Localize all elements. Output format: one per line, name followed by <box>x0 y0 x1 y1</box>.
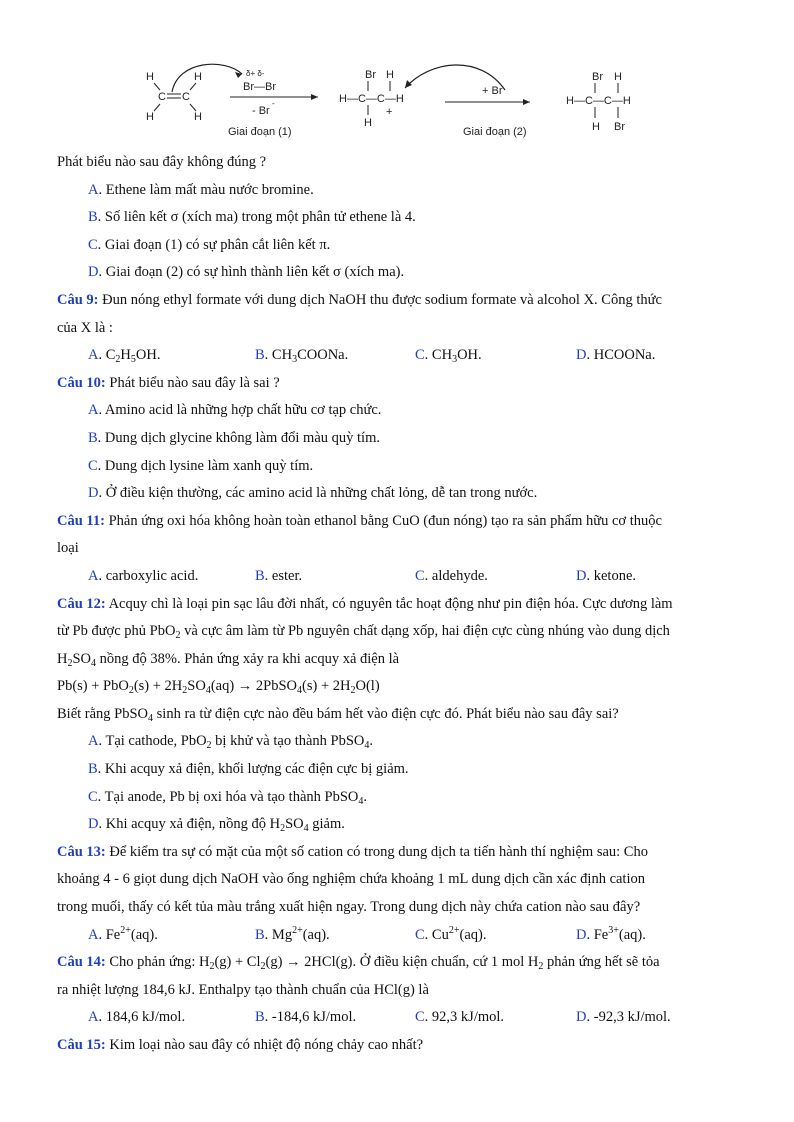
q10-label: Câu 10: <box>57 375 106 391</box>
plus-br: + Br <box>482 85 503 97</box>
carbocation-chain: H—C—C—H <box>339 93 404 105</box>
stage-1-label: Giai đoạn (1) <box>228 126 292 138</box>
ethene-h2: H <box>194 71 202 83</box>
q14-option-b[interactable]: B. -184,6 kJ/mol. <box>255 1009 357 1025</box>
q14-stem-line2: ra nhiệt lượng 184,6 kJ. Enthalpy tạo thành chuẩn của HCl(g) là <box>57 982 429 998</box>
q14-option-c[interactable]: C. 92,3 kJ/mol. <box>415 1009 505 1025</box>
q13-option-c[interactable]: C. $Cu^{2+}(aq)$. <box>415 925 487 943</box>
ethene-h4: H <box>194 111 202 123</box>
ethene-c1: C <box>158 91 166 103</box>
q9-option-c[interactable]: C. $CH_3OH$. <box>415 347 482 365</box>
q13-option-d[interactable]: D. $Fe^{3+}(aq)$. <box>576 925 646 943</box>
product-h-bottom: H <box>592 121 600 133</box>
q15-stem: Câu 15: Kim loại nào sau đây có nhiệt độ nóng chảy cao nhất? <box>57 1037 424 1053</box>
q12-stem-line4: Biết rằng PbSO$_4$ sinh ra từ điện cực nào đều bám hết vào điện cực đó. Phát biểu nào sau đây sai? <box>57 706 619 724</box>
q9-option-b[interactable]: B. $CH_3COONa$. <box>255 347 349 365</box>
q9-option-a[interactable]: A. $C_2H_5OH$. <box>88 347 161 365</box>
q9-label: Câu 9: <box>57 292 99 308</box>
q12-label: Câu 12: <box>57 596 106 612</box>
q12-option-a[interactable]: A. Tại cathode, PbO$_2$ bị khử và tạo thành PbSO$_4$. <box>88 733 374 751</box>
q14-option-d[interactable]: D. -92,3 kJ/mol. <box>576 1009 671 1025</box>
q12-stem-line2: từ Pb được phủ PbO$_2$ và cực âm làm từ Pb nguyên chất dạng xốp, hai điện cực cùng nhúng vào dung dịch <box>57 623 670 641</box>
q12-stem-line3: $H_2SO_4$ nồng độ 38%. Phản ứng xảy ra khi acquy xả điện là <box>57 651 400 669</box>
product-h-top: H <box>614 71 622 83</box>
q14-stem: Câu 14: Cho phản ứng: $H_2(g) + Cl_2(g) \to 2HCl(g)$. Ở điều kiện chuẩn, cứ 1 mol $H_2$ phản ứng hết sẽ tỏa <box>57 954 660 972</box>
q13-option-a[interactable]: A. $Fe^{2+}(aq)$. <box>88 925 158 943</box>
q13-stem-line3: trong muối, thấy có kết tủa màu trắng xuất hiện ngay. Trong dung dịch này chứa cation nào sau đây? <box>57 899 641 915</box>
q13-stem-line2: khoảng 4 - 6 giọt dung dịch NaOH vào ống nghiệm chứa khoảng 1 mL dung dịch cần xác định cation <box>57 871 645 887</box>
q8-option-a[interactable]: A. Ethene làm mất màu nước bromine. <box>88 182 314 198</box>
q8-option-b[interactable]: B. Số liên kết σ (xích ma) trong một phân tử ethene là 4. <box>88 209 416 225</box>
q12-option-b[interactable]: B. Khi acquy xả điện, khối lượng các điện cực bị giảm. <box>88 761 409 777</box>
stage-2-label: Giai đoạn (2) <box>463 126 527 138</box>
q15-label: Câu 15: <box>57 1037 106 1053</box>
q11-option-c[interactable]: C. aldehyde. <box>415 568 488 584</box>
q10-option-d[interactable]: D. Ở điều kiện thường, các amino acid là những chất lỏng, dễ tan trong nước. <box>88 485 538 501</box>
q14-option-a[interactable]: A. 184,6 kJ/mol. <box>88 1009 186 1025</box>
product-chain: H—C—C—H <box>566 95 631 107</box>
q13-label: Câu 13: <box>57 844 106 860</box>
q8-option-c[interactable]: C. Giai đoạn (1) có sự phân cắt liên kết π. <box>88 237 331 253</box>
carbocation-h-top: H <box>386 69 394 81</box>
q12-stem: Câu 12: Acquy chì là loại pin sạc lâu đời nhất, có nguyên tắc hoạt động như pin điện hóa. Cực dương làm <box>57 596 673 612</box>
mechanism-diagram <box>130 60 670 142</box>
q11-option-d[interactable]: D. ketone. <box>576 568 637 584</box>
ethene-h1: H <box>146 71 154 83</box>
q13-stem: Câu 13: Để kiểm tra sự có mặt của một số cation có trong dung dịch ta tiến hành thí nghiệm sau: Cho <box>57 844 648 860</box>
q11-option-a[interactable]: A. carboxylic acid. <box>88 568 199 584</box>
minus-br-charge: - <box>272 99 275 108</box>
q10-option-a[interactable]: A. Amino acid là những hợp chất hữu cơ tạp chức. <box>88 402 382 418</box>
minus-br: - Br <box>252 105 270 117</box>
q10-option-b[interactable]: B. Dung dịch glycine không làm đổi màu quỳ tím. <box>88 430 380 446</box>
product-br-bottom: Br <box>614 121 625 133</box>
carbocation-h-bottom: H <box>364 117 372 129</box>
q8-prompt: Phát biểu nào sau đây không đúng ? <box>57 154 267 170</box>
q12-option-d[interactable]: D. Khi acquy xả điện, nồng độ $H_2SO_4$ giảm. <box>88 816 345 834</box>
carbocation-plus: + <box>386 106 393 118</box>
ethene-c2: C <box>182 91 190 103</box>
q12-equation: $Pb(s) + PbO_2(s) + 2H_2SO_4(aq)$ → 2PbSO$_4$(s) + $2H_2O(l)$ <box>57 678 380 696</box>
q10-stem: Câu 10: Phát biểu nào sau đây là sai ? <box>57 375 280 391</box>
ethene-h3: H <box>146 111 154 123</box>
q11-stem-line2: loại <box>57 540 79 556</box>
product-br-top: Br <box>592 71 603 83</box>
q11-stem: Câu 11: Phản ứng oxi hóa không hoàn toàn ethanol bằng CuO (đun nóng) tạo ra sản phẩm hữu cơ thuộc <box>57 513 662 529</box>
q11-option-b[interactable]: B. ester. <box>255 568 303 584</box>
q13-option-b[interactable]: B. $Mg^{2+}(aq)$. <box>255 925 330 943</box>
q11-label: Câu 11: <box>57 513 105 529</box>
reagent-charge: δ+ δ- <box>246 69 265 78</box>
q14-label: Câu 14: <box>57 954 106 970</box>
q8-option-d[interactable]: D. Giai đoạn (2) có sự hình thành liên kết σ (xích ma). <box>88 264 405 280</box>
q9-stem-line2: của X là : <box>57 320 113 336</box>
q12-option-c[interactable]: C. Tại anode, Pb bị oxi hóa và tạo thành PbSO$_4$. <box>88 789 367 807</box>
carbocation-br: Br <box>365 69 376 81</box>
q10-option-c[interactable]: C. Dung dịch lysine làm xanh quỳ tím. <box>88 458 314 474</box>
mechanism-svg <box>130 60 670 142</box>
q9-stem: Câu 9: Đun nóng ethyl formate với dung dịch NaOH thu được sodium formate và alcohol X. Công thức <box>57 292 662 308</box>
q9-option-d[interactable]: D. HCOONa. <box>576 347 656 363</box>
reagent-br2: Br—Br <box>243 81 276 93</box>
